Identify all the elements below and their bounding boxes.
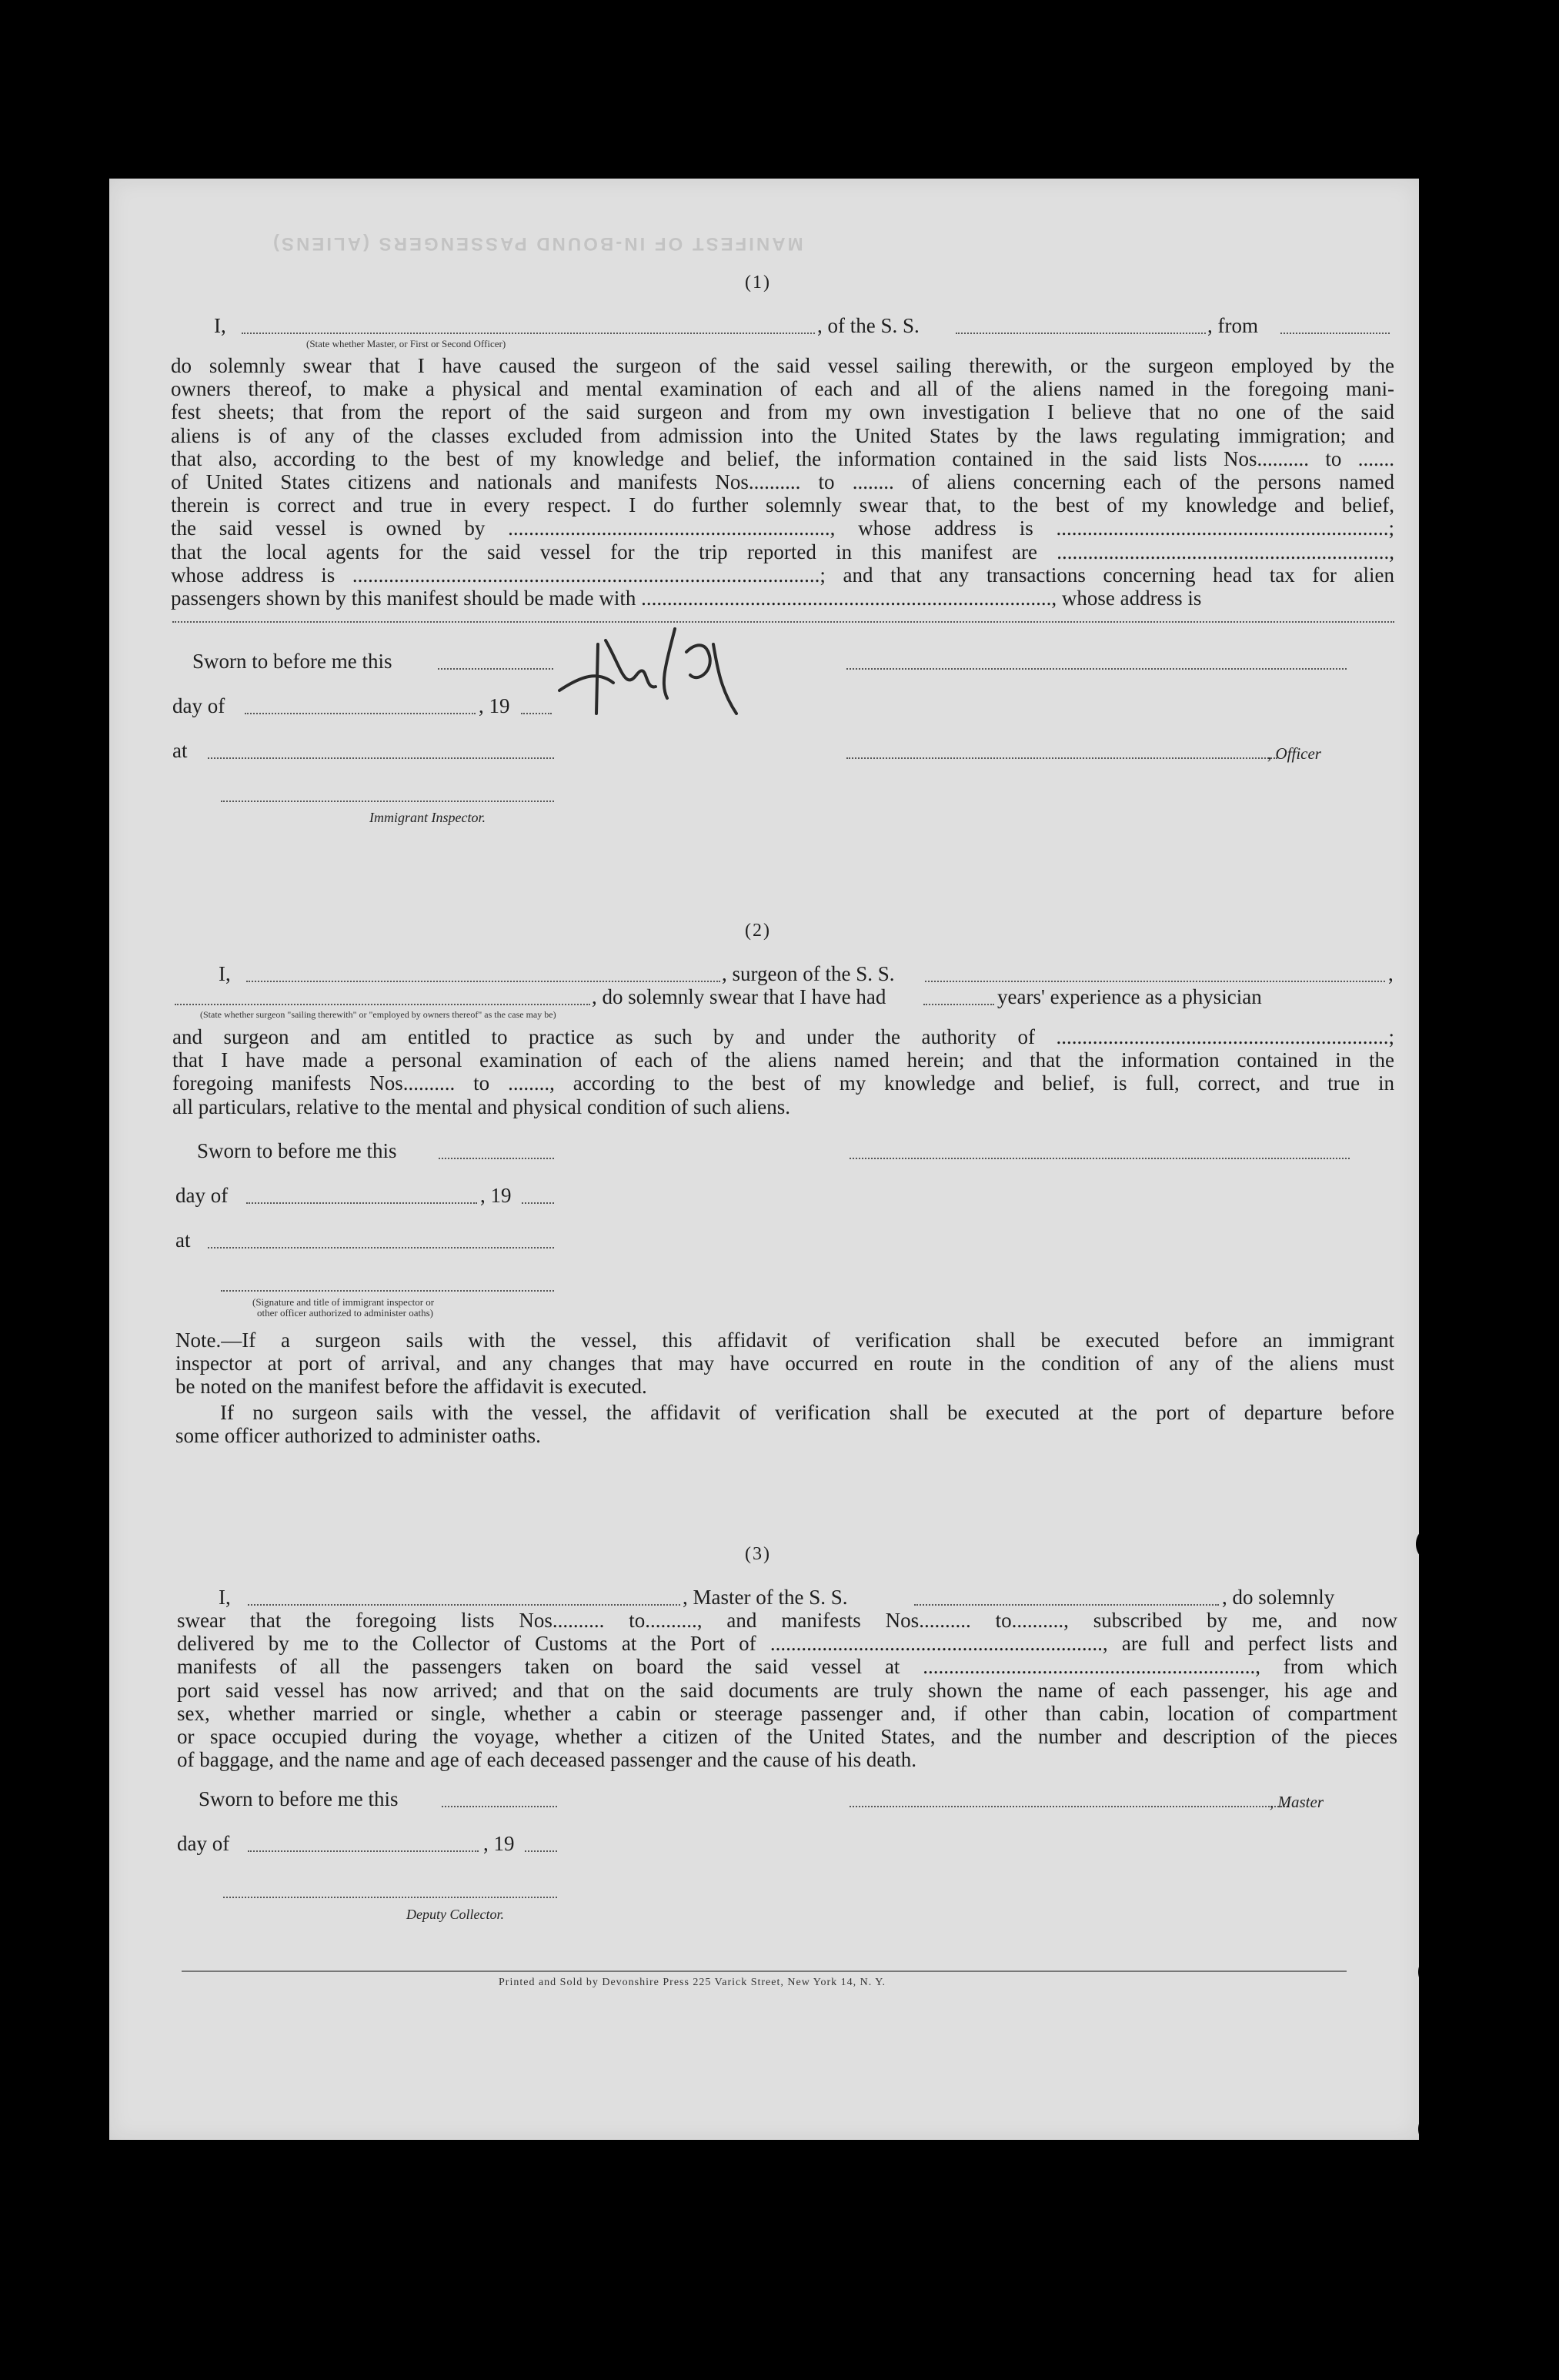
sworn-label-1: Sworn to before me this <box>192 650 392 673</box>
of-ss-label: , of the S. S. <box>817 314 920 337</box>
surgeon-status-note: (State whether surgeon "sailing therewith" or "employed by owners thereof" as the case may be) <box>200 1009 556 1020</box>
day-of-label-1: day of <box>172 694 225 717</box>
sworn-label-3: Sworn to before me this <box>199 1787 399 1810</box>
surgeon-name-field[interactable] <box>246 981 720 982</box>
printer-footer: Printed and Sold by Devonshire Press 225 Varick Street, New York 14, N. Y. <box>499 1977 886 1988</box>
year-field-1[interactable] <box>521 713 552 714</box>
section-2-number: (2) <box>745 921 771 941</box>
at-field-2[interactable] <box>208 1247 554 1248</box>
punch-hole-7 <box>1418 1952 1461 1992</box>
day-of-field-1[interactable] <box>245 713 476 714</box>
section-3-i: I, <box>219 1586 231 1609</box>
inspector-signature-field-2[interactable] <box>221 1290 554 1292</box>
years-experience-field[interactable] <box>923 1004 994 1005</box>
punch-hole-8 <box>1418 2109 1461 2149</box>
surgeon-of-label: , surgeon of the S. S. <box>722 962 895 985</box>
surgeon-status-field[interactable] <box>175 1004 590 1005</box>
section-2-comma: , <box>1388 962 1394 985</box>
ship-name-field[interactable] <box>956 333 1206 334</box>
section-1-oath-text: do solemnly swear that I have caused the surgeon of the said vessel sailing therewith, or the surgeon employed by the owners thereof, to make a physical and mental examination of each and all of the aliens named in the foregoing mani- fest sheets; that from the report of the said surgeon and from my own investigation I believe that no one of the said aliens is of any of the classes excluded from admission into the United States by the laws regulating immigration; and that also, according to the best of my knowledge and belief, the information contained in the said lists Nos.......... to ....... of United States citizens and nationals and manifests Nos.......... to ........ of aliens concerning each of the persons named therein is correct and true in every respect. I do further solemnly swear that, to the best of my knowledge and belief, the said vessel is owned by .............................................................., whose address is ................................................................; that the local agents for the said vessel for the trip reported in this manifest are ................................................................, whose address is ..........................................................................................; and that any transactions concerning head tax for alien passengers shown by this manifest should be made with ..............................................................................., whose address is <box>171 354 1394 610</box>
year-field-3[interactable] <box>525 1850 557 1852</box>
punch-hole-6 <box>1416 1524 1459 1564</box>
master-of-label: , Master of the S. S. <box>683 1586 848 1609</box>
at-label-2: at <box>175 1228 191 1252</box>
officer-signature-line-top[interactable] <box>846 668 1347 670</box>
from-port-field[interactable] <box>1280 333 1390 334</box>
inspector-signature-field[interactable] <box>221 801 554 802</box>
punch-hole-5 <box>1422 1164 1465 1204</box>
section-3-oath-text: swear that the foregoing lists Nos.......... to.........., and manifests Nos.......... to.........., subscribed by me, and now delivered by me to the Collector of Customs at the Port of ................................................................, are full and perfect lists and manifests of all the passengers taken on board the said vessel at ................................................................, from which port said vessel has now arrived; and that on the said documents are truly shown the name of each passenger, his age and sex, whether married or single, whether a cabin or steerage passenger and, if other than cabin, location of compartment or space occupied during the voyage, whether a citizen of the United States, and the number and description of the pieces of baggage, and the name and age of each deceased passenger and the cause of his death. <box>177 1609 1397 1772</box>
punch-hole-3 <box>1428 736 1471 776</box>
no-surgeon-note: If no surgeon sails with the vessel, the affidavit of verification shall be executed at the port of departure before some officer authorized to administer oaths. <box>175 1401 1394 1448</box>
surgeon-note: Note.—If a surgeon sails with the vessel, this affidavit of verification shall be executed before an immigrant inspector at port of arrival, and any changes that may have occurred en route in the condition of any of the aliens must be noted on the manifest before the affidavit is executed. <box>175 1329 1394 1399</box>
at-label-1: at <box>172 739 188 762</box>
master-name-field[interactable] <box>248 1604 680 1606</box>
master-note: (State whether Master, or First or Second Officer) <box>306 338 506 349</box>
section-2-i: I, <box>219 962 231 985</box>
day-of-label-3: day of <box>177 1832 230 1855</box>
form-page <box>109 179 1419 2140</box>
sworn-date-field-1[interactable] <box>438 668 553 670</box>
master-ship-field[interactable] <box>914 1604 1219 1606</box>
inspector-label: Immigrant Inspector. <box>369 810 486 825</box>
section-2-oath-text: and surgeon and am entitled to practice as such by and under the authority of ................................................................; that I have made a personal examination of each of the aliens named herein; and that the information contained in the foregoing manifests Nos.......... to ........, according to the best of my knowledge and belief, is full, correct, and true in all particulars, relative to the mental and physical condition of such aliens. <box>172 1025 1394 1118</box>
section-2-line2a: , do solemnly swear that I have had <box>592 985 886 1008</box>
year-field-2[interactable] <box>522 1202 554 1204</box>
day-of-field-3[interactable] <box>248 1850 479 1852</box>
solemnly-label: , do solemnly <box>1222 1586 1335 1609</box>
sworn-date-field-2[interactable] <box>439 1158 554 1159</box>
surgeon-ship-field[interactable] <box>925 981 1385 982</box>
officer-signature-field[interactable] <box>846 757 1277 759</box>
surgeon-signature-field[interactable] <box>850 1158 1350 1159</box>
section-3-number: (3) <box>745 1544 771 1564</box>
section-1-number: (1) <box>745 272 771 292</box>
signature-note-1: (Signature and title of immigrant inspector or <box>252 1296 435 1308</box>
footer-rule <box>182 1971 1347 1972</box>
master-signature-field[interactable] <box>850 1806 1288 1807</box>
punch-hole-1 <box>1429 251 1472 291</box>
year-label-2: , 19 <box>480 1184 512 1207</box>
section-2-line2b: years' experience as a physician <box>997 985 1262 1008</box>
sworn-label-2: Sworn to before me this <box>197 1139 397 1162</box>
section-1-i: I, <box>214 314 226 337</box>
from-label: , from <box>1207 314 1258 337</box>
punch-hole-2 <box>1419 371 1462 411</box>
master-label: , Master <box>1270 1793 1324 1811</box>
day-of-field-2[interactable] <box>246 1202 477 1204</box>
sworn-date-field-3[interactable] <box>442 1806 557 1807</box>
day-of-label-2: day of <box>175 1184 229 1207</box>
handwritten-signature <box>552 598 829 729</box>
officer-name-field[interactable] <box>242 333 815 334</box>
signature-note-2: other officer authorized to administer oaths) <box>257 1307 433 1319</box>
deputy-label: Deputy Collector. <box>406 1907 504 1922</box>
punch-hole-4 <box>1419 854 1462 894</box>
deputy-signature-field[interactable] <box>223 1897 557 1898</box>
bleed-through-header: MANIFEST OF IN-BOUND PASSENGERS (ALIENS) <box>271 233 803 254</box>
year-label-1: , 19 <box>479 694 510 717</box>
at-field-1[interactable] <box>208 757 554 759</box>
officer-label: , Officer <box>1267 744 1321 763</box>
year-label-3: , 19 <box>483 1832 515 1855</box>
